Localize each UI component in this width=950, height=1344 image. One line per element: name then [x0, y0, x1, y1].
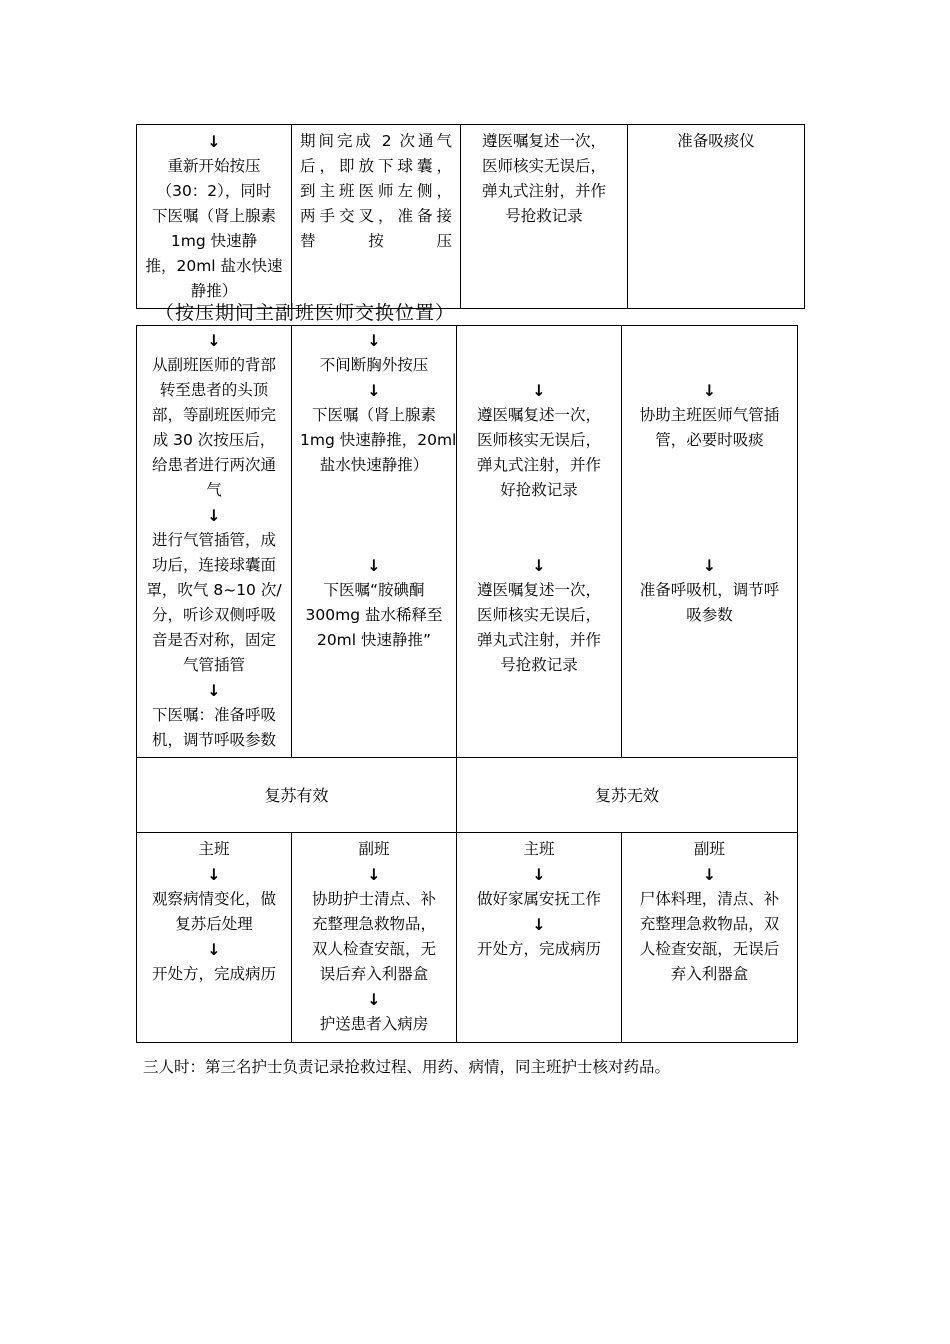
text-line: 开处方，完成病历 — [476, 940, 601, 958]
text-line: 不间断胸外按压 — [319, 356, 429, 374]
outcome-ineffective: 复苏无效 — [457, 758, 798, 833]
text-line: 准备呼吸机，调节呼 — [639, 581, 780, 599]
nurse-record-text — [469, 129, 619, 229]
top-col2-cell — [292, 125, 461, 309]
down-arrow-icon: ↓ — [702, 865, 717, 884]
role-title: 主班 — [523, 840, 555, 858]
text-line: 下医嘱（肾上腺素 — [151, 207, 276, 225]
top-table — [136, 124, 805, 309]
col2-step-b — [300, 403, 457, 478]
text-line: 下医嘱（肾上腺素 — [311, 406, 436, 424]
top-col3-cell — [461, 125, 628, 309]
col4-step-b — [630, 578, 789, 628]
text-line: 充整理急救物品， — [311, 915, 436, 933]
bottom-col3-cell — [457, 833, 622, 1043]
text-line: 遵医嘱复述一次， — [476, 581, 601, 599]
top-col4-cell — [628, 125, 805, 309]
down-arrow-icon: ↓ — [207, 865, 221, 884]
col1-step-c — [145, 703, 283, 753]
role-title: 主班 — [198, 840, 230, 858]
c3-step-b — [465, 937, 613, 962]
text-line: 盐水快速静推） — [319, 456, 429, 474]
text-line: 开处方，完成病历 — [151, 965, 276, 983]
text-line: 弹丸式注射，并作 — [476, 456, 601, 474]
role-title: 副班 — [693, 840, 725, 858]
text-line: 尸体料理，清点、补 — [639, 890, 780, 908]
text-line: 遵医嘱复述一次， — [476, 406, 601, 424]
text-line: 观察病情变化，做 — [151, 890, 276, 908]
role-title: 副班 — [358, 840, 390, 858]
text-line: 推，20ml 盐水快速 — [145, 257, 283, 275]
down-arrow-icon: ↓ — [207, 331, 221, 350]
text-line: 吸参数 — [686, 606, 733, 624]
text-line: 给患者进行两次通 — [151, 456, 276, 474]
down-arrow-icon: ↓ — [367, 556, 381, 575]
text-line: 气管插管 — [182, 656, 245, 674]
text-line: 功后，连接球囊面 — [151, 556, 276, 574]
c1-step-a — [145, 887, 283, 937]
c4-step-a — [630, 887, 789, 987]
text-line: 进行气管插管，成 — [151, 531, 276, 549]
text-line: 医师核实无误后， — [476, 606, 601, 624]
c2-step-a — [300, 887, 448, 987]
down-arrow-icon: ↓ — [367, 865, 381, 884]
text-line: 护送患者入病房 — [319, 1015, 429, 1033]
col3-step-b — [465, 578, 613, 678]
section-note: （按压期间主副班医师交换位置） — [155, 302, 456, 324]
down-arrow-icon: ↓ — [532, 556, 546, 575]
down-arrow-icon: ↓ — [207, 132, 221, 151]
text-line: 到主班医师左侧， — [300, 182, 452, 200]
mid-col3-cell — [457, 326, 622, 758]
text-line: 后，即放下球囊， — [300, 157, 452, 175]
text-line: 遵医嘱复述一次， — [481, 132, 606, 150]
text-line: 重新开始按压 — [167, 157, 261, 175]
text-line: 准备吸痰仪 — [677, 132, 755, 150]
bottom-col1-cell — [137, 833, 292, 1043]
text-line: 部，等副班医师完 — [151, 406, 276, 424]
down-arrow-icon: ↓ — [367, 381, 381, 400]
text-line: 气 — [206, 481, 222, 499]
text-line: 号抢救记录 — [505, 207, 583, 225]
text-line: 医师核实无误后， — [481, 157, 606, 175]
down-arrow-icon: ↓ — [207, 681, 221, 700]
col2-step-a — [300, 353, 448, 378]
outcome-effective: 复苏有效 — [137, 758, 457, 833]
down-arrow-icon: ↓ — [367, 331, 381, 350]
text-line: 协助主班医师气管插 — [639, 406, 780, 424]
text-line: 好抢救记录 — [500, 481, 578, 499]
col1-step-a — [145, 353, 283, 503]
col3-step-a — [465, 403, 613, 503]
down-arrow-icon: ↓ — [532, 381, 546, 400]
down-arrow-icon: ↓ — [207, 940, 221, 959]
text-line: 期间完成 2 次通气 — [300, 132, 452, 150]
mid-col1-cell — [137, 326, 292, 758]
text-line: 做好家属安抚工作 — [476, 890, 601, 908]
suction-prep-text — [636, 129, 796, 154]
down-arrow-icon: ↓ — [207, 506, 221, 525]
text-line: （30：2），同时 — [156, 182, 272, 200]
text-line: 协助护士清点、补 — [311, 890, 436, 908]
col1-step-b — [145, 528, 283, 678]
text-line: 成 30 次按压后， — [152, 431, 276, 449]
down-arrow-icon: ↓ — [532, 915, 546, 934]
text-line: 音是否对称，固定 — [151, 631, 276, 649]
text-line: 弹丸式注射，并作 — [476, 631, 601, 649]
text-line: 20ml 快速静推” — [316, 631, 432, 649]
text-line: 下医嘱“胺碘酮 — [323, 581, 425, 599]
text-line: 1mg 快速静 — [170, 232, 258, 250]
text-line: 机，调节呼吸参数 — [151, 731, 276, 749]
c2-step-b — [300, 1012, 448, 1037]
bottom-col4-cell — [622, 833, 798, 1043]
col2-step-c — [300, 578, 448, 653]
restart-compression-text — [145, 154, 283, 304]
c3-step-a — [465, 887, 613, 912]
mid-col2-cell — [292, 326, 457, 758]
text-line: 静推） — [190, 282, 238, 300]
text-line: 罩，吹气 8~10 次/ — [146, 581, 282, 599]
footer-note: 三人时：第三名护士负责记录抢救过程、用药、病情，同主班护士核对药品。 — [143, 1058, 671, 1076]
col4-step-a — [630, 403, 789, 453]
text-line: 弃入利器盒 — [670, 965, 749, 983]
text-line: 300mg 盐水稀释至 — [305, 606, 443, 624]
text-line: 管，必要时吸痰 — [655, 431, 764, 449]
text-line: 1mg 快速静推，20ml — [300, 431, 457, 449]
text-line: 两手交叉，准备接 — [300, 207, 452, 225]
text-line: 从副班医师的背部 — [151, 356, 276, 374]
down-arrow-icon: ↓ — [702, 381, 717, 400]
bottom-col2-cell — [292, 833, 457, 1043]
text-line: 转至患者的头顶 — [159, 381, 269, 399]
mid-col4-cell — [622, 326, 798, 758]
text-line: 替按压 — [300, 232, 452, 250]
main-table — [136, 325, 798, 1043]
text-line: 下医嘱：准备呼吸 — [151, 706, 276, 724]
text-line: 误后弃入利器盒 — [319, 965, 429, 983]
text-line: 弹丸式注射，并作 — [481, 182, 606, 200]
text-line: 号抢救记录 — [500, 656, 578, 674]
c1-step-b — [145, 962, 283, 987]
down-arrow-icon: ↓ — [702, 556, 717, 575]
text-line: 分，听诊双侧呼吸 — [151, 606, 276, 624]
text-line: 人检查安瓿，无误后 — [639, 940, 780, 958]
down-arrow-icon: ↓ — [367, 990, 381, 1009]
down-arrow-icon: ↓ — [532, 865, 546, 884]
top-col1-cell — [137, 125, 292, 309]
text-line: 复苏后处理 — [175, 915, 253, 933]
text-line: 双人检查安瓿，无 — [311, 940, 436, 958]
text-line: 充整理急救物品，双 — [639, 915, 780, 933]
text-line: 医师核实无误后， — [476, 431, 601, 449]
ventilation-text — [300, 129, 452, 254]
